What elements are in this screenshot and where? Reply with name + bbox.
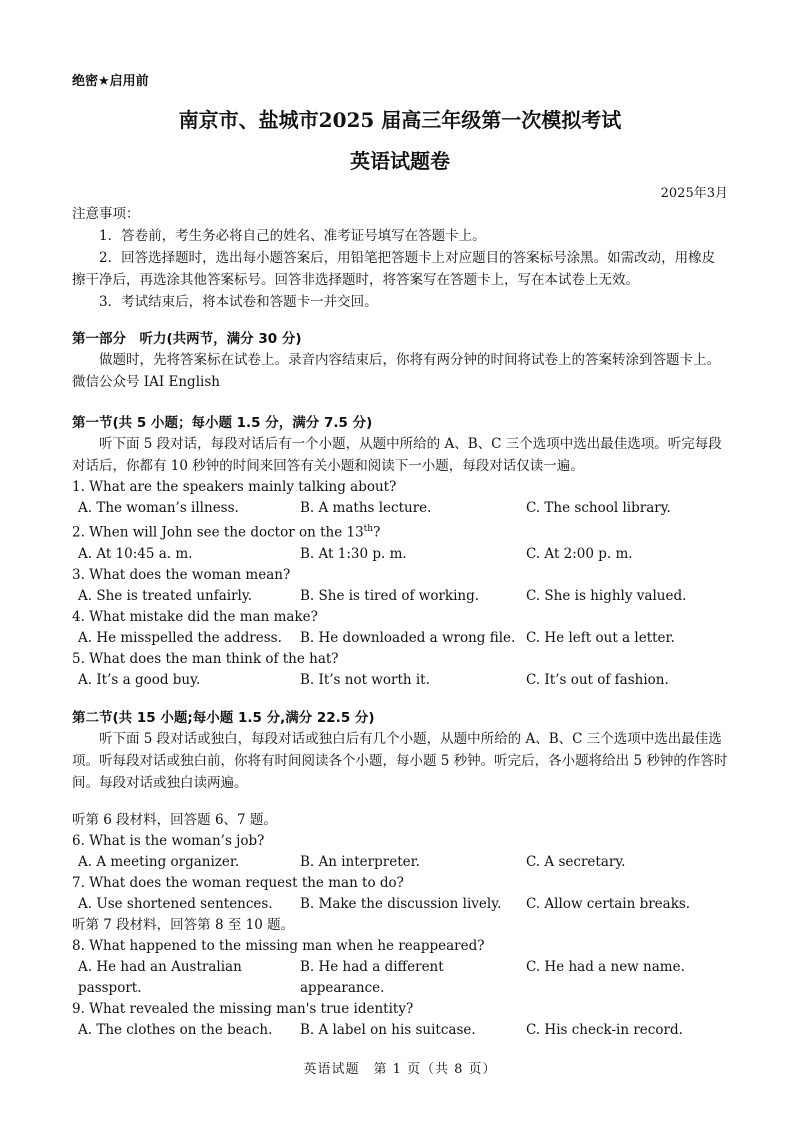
note-item-1: 1．答卷前，考生务必将自己的姓名、准考证号填写在答题卡上。	[99, 228, 486, 244]
option-c: C. His check-in record.	[526, 1022, 683, 1038]
question-4: 4. What mistake did the man make?	[72, 608, 318, 625]
option-c: C. The school library.	[526, 500, 671, 516]
option-a: A. Use shortened sentences.	[78, 896, 273, 912]
question-1-options	[72, 498, 728, 519]
exam-date: 2025年3月	[660, 186, 728, 201]
option-c: C. He left out a letter.	[526, 629, 675, 646]
question-7: 7. What does the woman request the man to do?	[72, 875, 404, 891]
question-6: 6. What is the woman’s job?	[72, 833, 265, 849]
section1-heading: 第一节(共 5 小题；每小题 1.5 分，满分 7.5 分)	[72, 415, 373, 431]
question-5: 5. What does the man think of the hat?	[72, 650, 339, 667]
section2-heading: 第二节(共 15 小题;每小题 1.5 分,满分 22.5 分)	[72, 710, 375, 726]
notes-section	[72, 203, 728, 313]
section2	[72, 706, 728, 1041]
section1	[72, 411, 728, 691]
note-item-2: 2．回答选择题时，选出每小题答案后，用铅笔把答题卡上对应题目的答案标号涂黑。如需改动，用橡皮擦干净后，再选涂其他答案标号。回答非选择题时，将答案写在答题卡上，写在本试卷上无效。	[72, 250, 716, 288]
question-9: 9. What revealed the missing man's true identity?	[72, 1001, 414, 1017]
confidential-label: 绝密★启用前	[72, 74, 149, 89]
option-a: A. He had an Australian passport.	[78, 959, 242, 996]
option-b: B. He had a different appearance.	[300, 959, 444, 996]
part1-heading: 第一部分 听力(共两节，满分 30 分)	[72, 331, 302, 347]
part1-section	[72, 327, 728, 393]
question-4-options	[72, 628, 728, 649]
option-a: A. At 10:45 a. m.	[78, 545, 193, 562]
option-c: C. At 2:00 p. m.	[526, 545, 633, 562]
option-a: A. A meeting organizer.	[78, 854, 240, 870]
option-c: C. It’s out of fashion.	[526, 671, 669, 688]
option-a: A. The woman’s illness.	[78, 500, 239, 516]
option-b: B. A maths lecture.	[300, 500, 432, 516]
option-b: B. At 1:30 p. m.	[300, 545, 407, 562]
option-a: A. He misspelled the address.	[78, 629, 282, 646]
exam-subtitle: 英语试题卷	[350, 149, 450, 173]
option-c: C. A secretary.	[526, 854, 626, 870]
page-footer: 英语试题 第 1 页（共 8 页）	[303, 1062, 497, 1077]
option-a: A. It’s a good buy.	[78, 671, 201, 688]
notes-heading: 注意事项：	[72, 206, 140, 222]
part1-intro: 做题时，先将答案标在试卷上。录音内容结束后，你将有两分钟的时间将试卷上的答案转涂到答题卡上。微信公众号 IAI English	[72, 352, 720, 390]
question-2: 2. When will John see the doctor on the 13th?	[72, 524, 381, 541]
section2-intro: 听下面 5 段对话或独白，每段对话或独白后有几个小题，从题中所给的 A、B、C 三个选项中选出最佳选项。听每段对话或独白前，你将有时间阅读各个小题，每小题 5 秒钟。听完后，各小题将给出 5 秒钟的作答时间。每段对话或独白读两遍。	[72, 731, 728, 791]
option-c: C. She is highly valued.	[526, 587, 687, 604]
question-9-options	[72, 1020, 728, 1041]
question-2-options	[72, 544, 728, 565]
question-8-options	[72, 957, 728, 999]
option-c: C. He had a new name.	[526, 959, 685, 975]
option-b: B. An interpreter.	[300, 854, 420, 870]
option-b: B. A label on his suitcase.	[300, 1022, 476, 1038]
question-6-options	[72, 852, 728, 873]
question-8: 8. What happened to the missing man when he reappeared?	[72, 938, 485, 954]
option-b: B. It’s not worth it.	[300, 671, 430, 688]
option-a: A. The clothes on the beach.	[78, 1022, 273, 1038]
material-7-instruction: 听第 7 段材料，回答第 8 至 10 题。	[72, 917, 295, 933]
option-b: B. Make the discussion lively.	[300, 896, 502, 912]
note-item-3: 3．考试结束后，将本试卷和答题卡一并交回。	[99, 294, 378, 310]
question-1: 1. What are the speakers mainly talking about?	[72, 479, 397, 495]
option-c: C. Allow certain breaks.	[526, 896, 691, 912]
exam-title: 南京市、盐城市2025 届高三年级第一次模拟考试	[178, 108, 622, 132]
section1-intro: 听下面 5 段对话，每段对话后有一个小题，从题中所给的 A、B、C 三个选项中选出最佳选项。听完每段对话后，你都有 10 秒钟的时间来回答有关小题和阅读下一小题，每段对话仅读一遍。	[72, 436, 722, 474]
question-5-options	[72, 670, 728, 691]
option-a: A. She is treated unfairly.	[78, 587, 253, 604]
question-7-options	[72, 894, 728, 915]
question-3: 3. What does the woman mean?	[72, 566, 291, 583]
material-6-instruction: 听第 6 段材料，回答题 6、7 题。	[72, 812, 277, 828]
option-b: B. He downloaded a wrong file.	[300, 629, 516, 646]
question-3-options	[72, 586, 728, 607]
option-b: B. She is tired of working.	[300, 587, 480, 604]
